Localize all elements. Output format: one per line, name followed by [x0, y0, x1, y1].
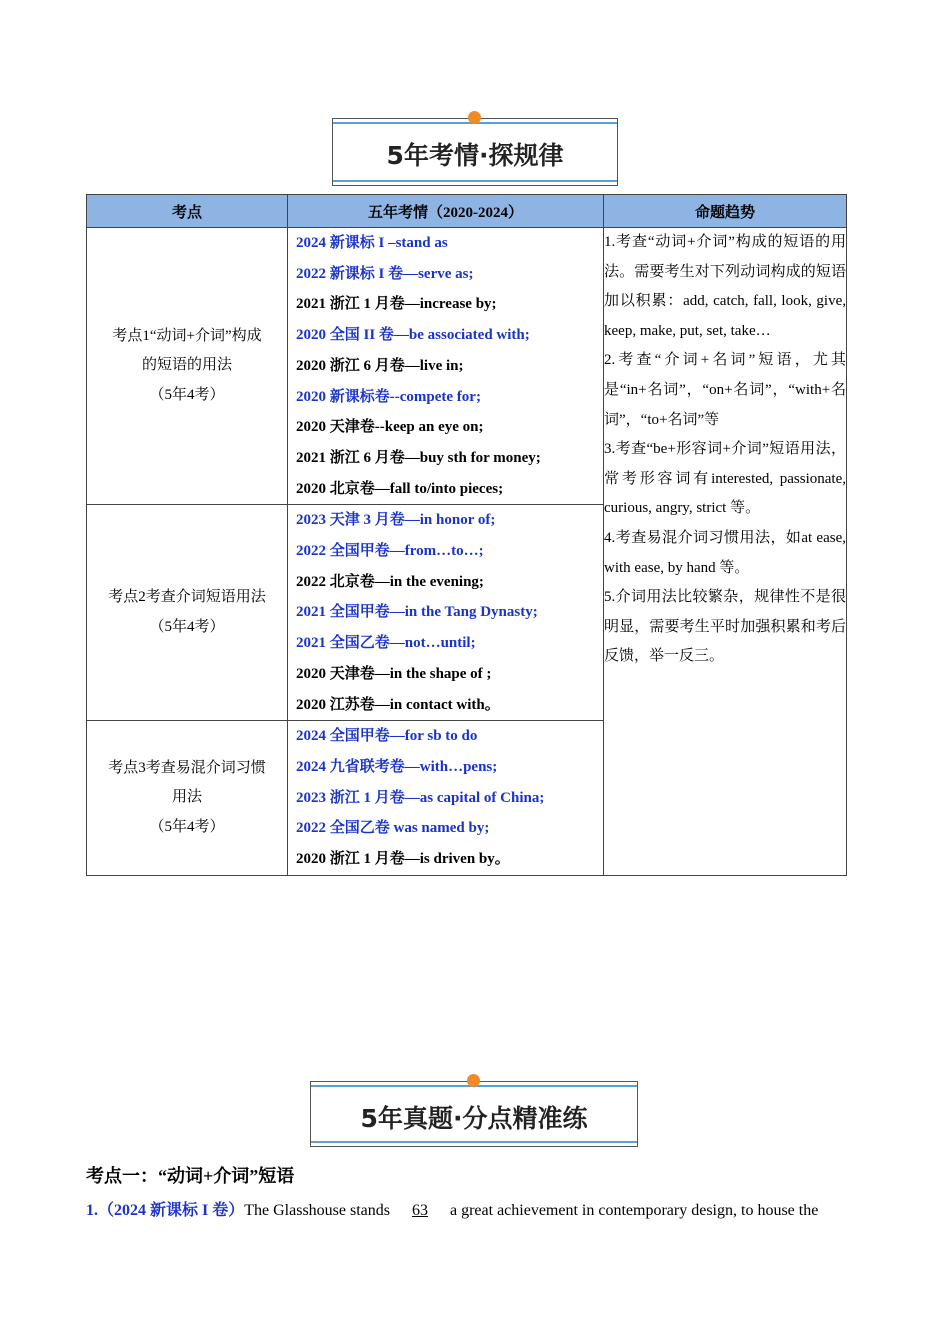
year-entry: 2024 新课标 I –stand as: [296, 235, 448, 251]
trend-cell: 1.考查“动词+介词”构成的短语的用法。需要考生对下列动词构成的短语加以积累：add, catch, fall, look, give, keep, make, put, set, take… 2.考查“介词+名词”短语，尤其是“in+名词”，“on+名词”，“with+名词”，“to+名词”等 3.考查“be+形容词+介词”短语用法，常考形容词有interested, passionate, curious, angry, strict 等。 4.考查易混介词习惯用法，如at ease, with ease, by hand 等。 5.介词用法比较繁杂，规律性不是很明显，需要考生平时加强积累和考后反馈，举一反三。: [604, 228, 847, 876]
year-entry: 2020 天津卷--keep an eye on;: [296, 419, 484, 436]
banner-exam-trends: [332, 118, 618, 186]
header-point: 考点: [87, 195, 288, 228]
year-entry: 2024 全国甲卷—for sb to do: [296, 728, 478, 745]
table-row: [87, 228, 847, 505]
banner-dot-icon: [468, 111, 481, 124]
point-cell: 考点1“动词+介词”构成 的短语的用法 （5年4考）: [87, 228, 288, 505]
year-entry: 2020 全国 II 卷—be associated with;: [296, 327, 530, 344]
year-entry: 2021 浙江 1 月卷—increase by;: [296, 296, 497, 313]
year-entry: 2020 天津卷—in the shape of ;: [296, 665, 492, 682]
year-entry: 2023 浙江 1 月卷—as capital of China;: [296, 789, 545, 806]
year-entry: 2020 江苏卷—in contact with。: [296, 696, 500, 713]
question-blank: 63: [412, 1202, 428, 1219]
question-text-before: The Glasshouse stands: [244, 1202, 394, 1219]
year-entry: 2022 新课标 I 卷—serve as;: [296, 265, 474, 282]
header-trend: 命题趋势: [604, 195, 847, 228]
banner-dot-icon: [467, 1074, 480, 1087]
year-entry: 2022 北京卷—in the evening;: [296, 573, 484, 590]
point-cell: 考点2考查介词短语用法 （5年4考）: [87, 505, 288, 721]
exam-trend-table: [86, 194, 847, 876]
year-entry: 2020 新课标卷--compete for;: [296, 388, 481, 405]
year-entry: 2021 浙江 6 月卷—buy sth for money;: [296, 449, 541, 466]
point-cell: 考点3考查易混介词习惯 用法 （5年4考）: [87, 721, 288, 876]
question-1: [86, 1197, 864, 1220]
year-entry: 2022 全国乙卷 was named by;: [296, 820, 490, 837]
years-cell: [288, 228, 604, 505]
year-entry: 2021 全国甲卷—in the Tang Dynasty;: [296, 604, 538, 621]
banner-bottom-line: [333, 180, 617, 182]
banner-bottom-line: [311, 1141, 637, 1143]
year-entry: 2020 浙江 1 月卷—is driven by。: [296, 851, 510, 868]
banner-past-papers: [310, 1081, 638, 1147]
year-entry: 2021 全国乙卷—not…until;: [296, 635, 476, 652]
year-entry: 2023 天津 3 月卷—in honor of;: [296, 512, 496, 529]
question-text-after: a great achievement in contemporary design, to house the: [446, 1202, 819, 1219]
question-number: 1.（2024 新课标 I 卷）: [86, 1202, 245, 1219]
section-heading: 考点一：“动词+介词”短语: [86, 1166, 295, 1186]
banner-title: 5年考情·探规律: [386, 141, 564, 170]
year-entry: 2024 九省联考卷—with…pens;: [296, 758, 498, 775]
years-cell: [288, 721, 604, 876]
year-entry: 2020 浙江 6 月卷—live in;: [296, 357, 464, 374]
year-entry: 2022 全国甲卷—from…to…;: [296, 543, 484, 560]
banner-title: 5年真题·分点精准练: [360, 1104, 588, 1133]
header-years: 五年考情（2020-2024）: [288, 195, 604, 228]
year-entry: 2020 北京卷—fall to/into pieces;: [296, 480, 504, 497]
table-header-row: [87, 195, 847, 228]
years-cell: [288, 505, 604, 721]
